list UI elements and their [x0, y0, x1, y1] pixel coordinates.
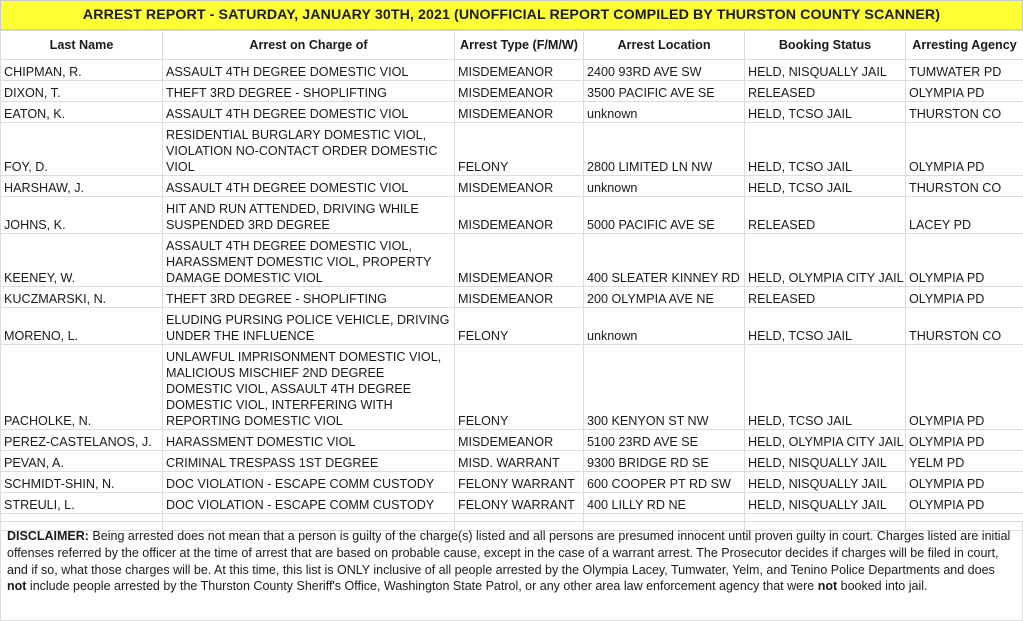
cell-agency: OLYMPIA PD: [906, 430, 1023, 451]
table-row: [1, 472, 1023, 493]
col-header-charge: Arrest on Charge of: [163, 31, 455, 60]
table-row: [1, 102, 1023, 123]
cell-charge: THEFT 3RD DEGREE - SHOPLIFTING: [163, 81, 455, 102]
cell-booking-status: HELD, NISQUALLY JAIL: [745, 493, 906, 514]
cell-booking-status: HELD, TCSO JAIL: [745, 176, 906, 197]
cell-location: 200 OLYMPIA AVE NE: [584, 287, 745, 308]
cell-last-name: KEENEY, W.: [1, 234, 163, 287]
cell-booking-status: RELEASED: [745, 81, 906, 102]
cell-location: 5000 PACIFIC AVE SE: [584, 197, 745, 234]
cell-last-name: PEREZ-CASTELANOS, J.: [1, 430, 163, 451]
cell-agency: THURSTON CO: [906, 308, 1023, 345]
table-row: [1, 197, 1023, 234]
cell-last-name: SCHMIDT-SHIN, N.: [1, 472, 163, 493]
table-row: [1, 308, 1023, 345]
table-row: [1, 60, 1023, 81]
cell-location: unknown: [584, 308, 745, 345]
cell-arrest-type: MISDEMEANOR: [455, 197, 584, 234]
cell-booking-status: HELD, NISQUALLY JAIL: [745, 60, 906, 81]
table-header-row: [1, 31, 1023, 60]
cell-booking-status: HELD, TCSO JAIL: [745, 102, 906, 123]
cell-charge: ASSAULT 4TH DEGREE DOMESTIC VIOL: [163, 176, 455, 197]
arrest-table: [0, 30, 1023, 531]
disclaimer: [0, 521, 1023, 621]
cell-agency: TUMWATER PD: [906, 60, 1023, 81]
table-row: [1, 81, 1023, 102]
cell-charge: DOC VIOLATION - ESCAPE COMM CUSTODY: [163, 472, 455, 493]
report-title: ARREST REPORT - SATURDAY, JANUARY 30TH, 2021 (UNOFFICIAL REPORT COMPILED BY THURSTON COUNTY SCANNER): [0, 0, 1023, 30]
cell-booking-status: HELD, OLYMPIA CITY JAIL: [745, 234, 906, 287]
cell-booking-status: HELD, NISQUALLY JAIL: [745, 472, 906, 493]
cell-booking-status: HELD, TCSO JAIL: [745, 345, 906, 430]
cell-location: unknown: [584, 102, 745, 123]
cell-arrest-type: MISDEMEANOR: [455, 102, 584, 123]
cell-charge: HIT AND RUN ATTENDED, DRIVING WHILE SUSPENDED 3RD DEGREE: [163, 197, 455, 234]
cell-agency: THURSTON CO: [906, 102, 1023, 123]
cell-location: 9300 BRIDGE RD SE: [584, 451, 745, 472]
disclaimer-emphasis-not-2: not: [817, 579, 838, 594]
cell-arrest-type: MISDEMEANOR: [455, 60, 584, 81]
cell-last-name: FOY, D.: [1, 123, 163, 176]
col-header-location: Arrest Location: [584, 31, 745, 60]
cell-arrest-type: FELONY WARRANT: [455, 493, 584, 514]
cell-charge: ASSAULT 4TH DEGREE DOMESTIC VIOL, HARASSMENT DOMESTIC VIOL, PROPERTY DAMAGE DOMESTIC VIOL: [163, 234, 455, 287]
cell-arrest-type: MISDEMEANOR: [455, 176, 584, 197]
cell-booking-status: HELD, TCSO JAIL: [745, 123, 906, 176]
cell-agency: LACEY PD: [906, 197, 1023, 234]
cell-location: 600 COOPER PT RD SW: [584, 472, 745, 493]
cell-last-name: JOHNS, K.: [1, 197, 163, 234]
cell-location: 2400 93RD AVE SW: [584, 60, 745, 81]
cell-charge: ELUDING PURSING POLICE VEHICLE, DRIVING UNDER THE INFLUENCE: [163, 308, 455, 345]
table-row: [1, 493, 1023, 514]
cell-arrest-type: MISDEMEANOR: [455, 81, 584, 102]
cell-agency: OLYMPIA PD: [906, 287, 1023, 308]
cell-arrest-type: MISDEMEANOR: [455, 430, 584, 451]
cell-charge: RESIDENTIAL BURGLARY DOMESTIC VIOL, VIOLATION NO-CONTACT ORDER DOMESTIC VIOL: [163, 123, 455, 176]
cell-last-name: CHIPMAN, R.: [1, 60, 163, 81]
cell-arrest-type: MISDEMEANOR: [455, 234, 584, 287]
cell-arrest-type: MISDEMEANOR: [455, 287, 584, 308]
cell-last-name: PACHOLKE, N.: [1, 345, 163, 430]
cell-booking-status: HELD, TCSO JAIL: [745, 308, 906, 345]
disclaimer-text-2: include people arrested by the Thurston County Sheriff's Office, Washington State Patrol, or any other area law enforcement agency that were: [26, 579, 818, 594]
table-row: [1, 345, 1023, 430]
cell-arrest-type: FELONY: [455, 123, 584, 176]
cell-charge: ASSAULT 4TH DEGREE DOMESTIC VIOL: [163, 60, 455, 81]
cell-arrest-type: FELONY: [455, 345, 584, 430]
cell-booking-status: HELD, NISQUALLY JAIL: [745, 451, 906, 472]
table-row: [1, 234, 1023, 287]
cell-location: 3500 PACIFIC AVE SE: [584, 81, 745, 102]
cell-agency: YELM PD: [906, 451, 1023, 472]
col-header-arrest-type: Arrest Type (F/M/W): [455, 31, 584, 60]
cell-arrest-type: FELONY WARRANT: [455, 472, 584, 493]
cell-agency: OLYMPIA PD: [906, 472, 1023, 493]
cell-last-name: STREULI, L.: [1, 493, 163, 514]
table-row: [1, 123, 1023, 176]
cell-charge: DOC VIOLATION - ESCAPE COMM CUSTODY: [163, 493, 455, 514]
col-header-last-name: Last Name: [1, 31, 163, 60]
cell-location: 400 LILLY RD NE: [584, 493, 745, 514]
col-header-agency: Arresting Agency: [906, 31, 1023, 60]
cell-agency: OLYMPIA PD: [906, 234, 1023, 287]
cell-agency: OLYMPIA PD: [906, 81, 1023, 102]
cell-location: 5100 23RD AVE SE: [584, 430, 745, 451]
cell-agency: OLYMPIA PD: [906, 493, 1023, 514]
cell-booking-status: RELEASED: [745, 197, 906, 234]
cell-charge: CRIMINAL TRESPASS 1ST DEGREE: [163, 451, 455, 472]
cell-charge: THEFT 3RD DEGREE - SHOPLIFTING: [163, 287, 455, 308]
cell-agency: OLYMPIA PD: [906, 345, 1023, 430]
cell-charge: UNLAWFUL IMPRISONMENT DOMESTIC VIOL, MALICIOUS MISCHIEF 2ND DEGREE DOMESTIC VIOL, ASSAULT 4TH DEGREE DOMESTIC VIOL, INTERFERING WITH REPORTING DOMESTIC VIOL: [163, 345, 455, 430]
disclaimer-text-3: booked into jail.: [837, 579, 928, 594]
col-header-booking-status: Booking Status: [745, 31, 906, 60]
disclaimer-label: DISCLAIMER:: [7, 529, 89, 543]
cell-last-name: PEVAN, A.: [1, 451, 163, 472]
cell-location: 2800 LIMITED LN NW: [584, 123, 745, 176]
cell-location: 300 KENYON ST NW: [584, 345, 745, 430]
cell-arrest-type: MISD. WARRANT: [455, 451, 584, 472]
cell-last-name: MORENO, L.: [1, 308, 163, 345]
disclaimer-text-1: Being arrested does not mean that a person is guilty of the charge(s) listed and all persons are presumed innocent until proven guilty in court. Charges listed are initial offenses referred by the officer at the time of arrest that are based on probable cause, except in the case of a warrant arrest. The Prosecutor decides if charges will be filed in court, and if so, what those charges will be. At this time, this list is ONLY inclusive of all people arrested by the Olympia Lacey, Tumwater, Yelm, and Tenino Police Departments and does: [7, 529, 1011, 577]
disclaimer-emphasis-not-1: not: [7, 579, 27, 594]
table-row: [1, 430, 1023, 451]
cell-last-name: DIXON, T.: [1, 81, 163, 102]
cell-agency: THURSTON CO: [906, 176, 1023, 197]
cell-booking-status: RELEASED: [745, 287, 906, 308]
cell-booking-status: HELD, OLYMPIA CITY JAIL: [745, 430, 906, 451]
cell-last-name: EATON, K.: [1, 102, 163, 123]
cell-location: 400 SLEATER KINNEY RD: [584, 234, 745, 287]
cell-location: unknown: [584, 176, 745, 197]
cell-last-name: HARSHAW, J.: [1, 176, 163, 197]
cell-arrest-type: FELONY: [455, 308, 584, 345]
cell-agency: OLYMPIA PD: [906, 123, 1023, 176]
cell-last-name: KUCZMARSKI, N.: [1, 287, 163, 308]
table-row: [1, 176, 1023, 197]
table-row: [1, 451, 1023, 472]
table-row: [1, 287, 1023, 308]
cell-charge: HARASSMENT DOMESTIC VIOL: [163, 430, 455, 451]
cell-charge: ASSAULT 4TH DEGREE DOMESTIC VIOL: [163, 102, 455, 123]
